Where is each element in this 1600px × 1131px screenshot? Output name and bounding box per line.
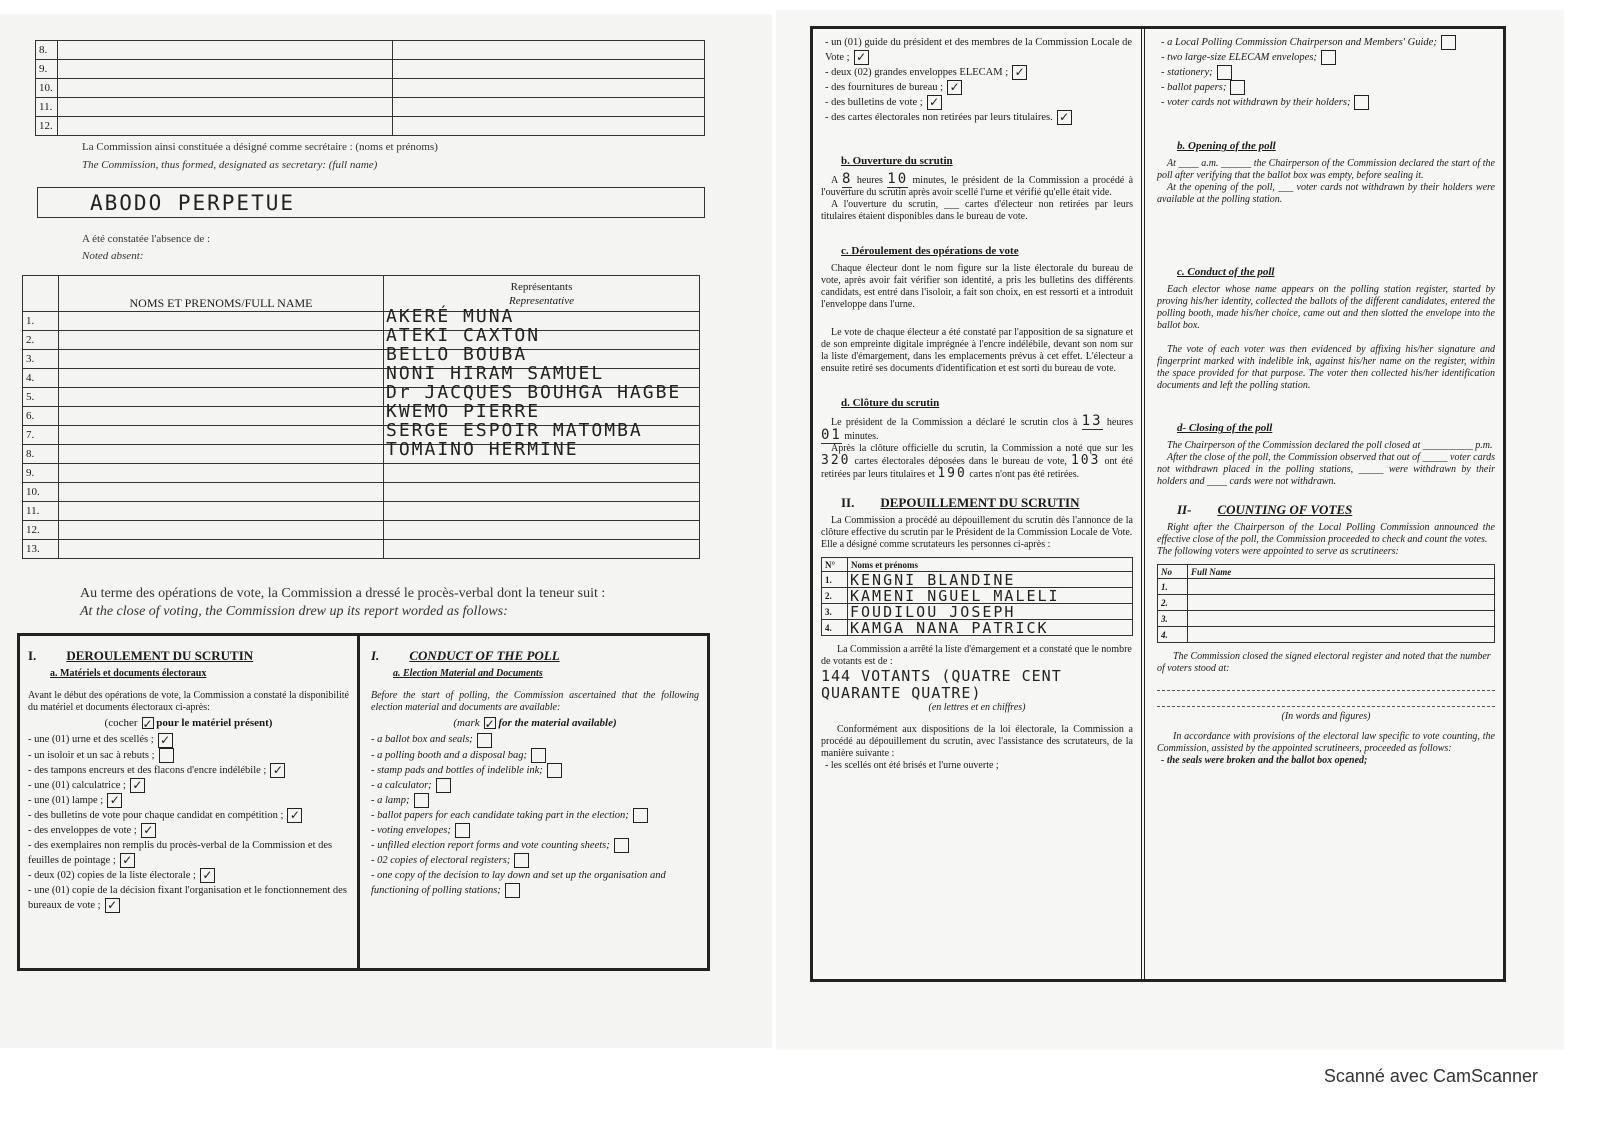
member-name <box>58 98 393 117</box>
representative-cell <box>384 540 700 559</box>
counting-p1-en: Right after the Chairperson of the Local Polling Commission announced the effective close of the poll, the Commission proceeded to check and count the votes. <box>1157 522 1495 546</box>
material-item <box>371 748 699 763</box>
row-number: 11. <box>23 502 59 521</box>
material-list-en <box>371 732 699 898</box>
voters-p-fr: La Commission a arrêté la liste d'émargement et a constaté que le nombre de votants est de : <box>821 644 1132 668</box>
members-row <box>36 117 705 136</box>
last-item-en: - the seals were broken and the ballot box opened; <box>1161 755 1368 767</box>
scrutineer-row <box>1158 611 1495 627</box>
scrutineer-row <box>822 572 1133 588</box>
opening-p1-fr <box>821 173 1133 199</box>
material-item <box>371 763 699 778</box>
absent-name <box>59 540 384 559</box>
scrutineer-name <box>1188 579 1495 595</box>
section-title: DEPOUILLEMENT DU SCRUTIN <box>880 495 1080 511</box>
report-fr <box>813 29 1145 979</box>
col-no: N° <box>822 558 848 572</box>
row-number: 13. <box>23 540 59 559</box>
checkbox-checked-icon[interactable]: ✓ <box>854 50 869 65</box>
material-item <box>825 65 1133 80</box>
representative-name: TOMAINO HERMINE <box>386 439 579 460</box>
closing-p1-en: The Chairperson of the Commission declared the poll closed at __________ p.m. <box>1167 440 1493 452</box>
material-item <box>371 793 699 808</box>
row-number: 3. <box>1158 611 1188 627</box>
conformity-p-fr: Conformément aux dispositions de la loi électorale, la Commission a procédé au dépouillement du scrutin, avec l'assistance des scrutateurs, de la manière suivante : <box>821 724 1133 760</box>
row-number: 12. <box>23 521 59 540</box>
row-number: 11. <box>36 98 58 117</box>
rep-label-en: Representative <box>509 294 574 307</box>
material-item <box>28 823 349 838</box>
material-label: - a calculator; <box>371 779 432 791</box>
mark-post: for the material available) <box>498 717 617 729</box>
checkbox-empty-icon[interactable] <box>436 778 451 793</box>
last-item-fr: - les scellés ont été brisés et l'urne ouverte ; <box>825 760 999 772</box>
checkbox-checked-icon[interactable]: ✓ <box>120 853 135 868</box>
absent-name <box>59 426 384 445</box>
material-item <box>825 95 1133 110</box>
scrutineer-row <box>1158 627 1495 643</box>
checkbox-empty-icon[interactable] <box>1441 35 1456 50</box>
member-role <box>393 60 705 79</box>
closing-p1-fr <box>821 415 1133 443</box>
closing-p2-fr <box>821 443 1133 481</box>
scrutineer-row <box>822 620 1133 636</box>
material-item <box>1161 50 1495 65</box>
text: A <box>831 175 838 187</box>
left-page <box>0 14 772 1048</box>
scrutineer-row <box>822 604 1133 620</box>
scrutineer-row <box>1158 579 1495 595</box>
material-label: - un isoloir et un sac à rebuts ; <box>28 749 155 761</box>
closing-text-fr: Au terme des opérations de vote, la Commission a dressé le procès-verbal dont la teneur suit : <box>80 586 606 601</box>
row-number: 3. <box>822 604 848 620</box>
section-number: I. <box>28 648 37 663</box>
counting-p2-en: The following voters were appointed to serve as scrutineers: <box>1157 546 1399 558</box>
material-item <box>28 778 349 793</box>
checkbox-empty-icon[interactable] <box>614 838 629 853</box>
absent-row <box>23 502 700 521</box>
opening-title-fr: b. Ouverture du scrutin <box>841 155 953 168</box>
row-number: 2. <box>23 331 59 350</box>
section-i-fr <box>28 648 349 664</box>
closing-p2-en: After the close of the poll, the Commission observed that out of _____ voter cards not withdrawn placed in the polling stations, _____ were withdrawn by their holders and ____ cards were not withdrawn. <box>1157 452 1495 488</box>
members-row <box>36 79 705 98</box>
material-label: - one copy of the decision to lay down and set up the organisation and functioning of polling stations; <box>371 870 666 897</box>
checkbox-empty-icon[interactable] <box>514 853 529 868</box>
material-item <box>1161 80 1495 95</box>
checkbox-checked-icon[interactable]: ✓ <box>200 868 215 883</box>
checkbox-checked-icon[interactable]: ✓ <box>107 793 122 808</box>
row-number: 2. <box>1158 595 1188 611</box>
scrutineer-name: KENGNI BLANDINE <box>848 572 1133 588</box>
representative-name: AKERÉ MUNA <box>386 306 515 327</box>
scanner-watermark: Scanné avec CamScanner <box>1323 1066 1538 1086</box>
material-label: - des tampons encreurs et des flacons d'encre indélébile ; <box>28 764 267 776</box>
material-label: - a polling booth and a disposal bag; <box>371 749 528 761</box>
counting-p1-fr: La Commission a procédé au dépouillement du scrutin dès l'annonce de la clôture effective du scrutin par le Président de la Commission Locale de Vote. <box>821 515 1133 539</box>
absent-name <box>59 464 384 483</box>
members-table <box>35 40 705 136</box>
material-list-fr <box>28 732 349 913</box>
absent-row <box>23 312 700 331</box>
opening-p1-en: At ____ a.m. ______ the Chairperson of the Commission declared the start of the poll after verifying that the ballot box was empty, before sealing it. <box>1157 158 1495 182</box>
col-name: Noms et prénoms <box>848 558 1133 572</box>
row-number: 3. <box>23 350 59 369</box>
material-label: - a ballot box and seals; <box>371 734 473 746</box>
row-number: 5. <box>23 388 59 407</box>
secretary-name: ABODO PERPETUE <box>90 191 296 215</box>
checkbox-empty-icon[interactable] <box>633 808 648 823</box>
opening-minutes: 10 <box>887 171 909 188</box>
checkbox-empty-icon[interactable] <box>1217 65 1232 80</box>
conduct-title-fr: c. Déroulement des opérations de vote <box>841 245 1019 258</box>
conduct-en <box>363 636 707 968</box>
member-name <box>58 60 393 79</box>
material-label: - des bulletins de vote ; <box>825 97 923 109</box>
material-item <box>28 793 349 808</box>
material-item <box>825 35 1133 65</box>
material-item <box>1161 65 1495 80</box>
voters-line <box>1157 691 1495 707</box>
material-label: - ballot papers for each candidate taking part in the election; <box>371 809 629 821</box>
checkbox-example-icon: ✓ <box>142 717 153 732</box>
row-number: 8. <box>36 41 58 60</box>
absent-name <box>59 331 384 350</box>
representative-cell <box>384 502 700 521</box>
opening-p2-en: At the opening of the poll, ___ voter cards not withdrawn by their holders were available at the polling station. <box>1157 182 1495 206</box>
row-number: 9. <box>36 60 58 79</box>
checkbox-empty-icon[interactable] <box>547 763 562 778</box>
row-number: 9. <box>23 464 59 483</box>
row-number: 10. <box>23 483 59 502</box>
mark-pre: (cocher <box>104 717 138 729</box>
material-label: - deux (02) copies de la liste électorale ; <box>28 870 196 882</box>
material-item <box>28 868 349 883</box>
scrutineers-table-en <box>1157 564 1495 643</box>
checkbox-checked-icon[interactable]: ✓ <box>141 823 156 838</box>
intro-fr: Avant le début des opérations de vote, la Commission a constaté la disponibilité du matériel et documents électoraux ci-après: <box>28 690 349 713</box>
row-number: 1. <box>23 312 59 331</box>
material-item <box>371 823 699 838</box>
checkbox-checked-icon[interactable]: ✓ <box>1012 65 1027 80</box>
material-label: - un (01) guide du président et des membres de la Commission Locale de Vote ; <box>825 37 1133 63</box>
conduct-p1-fr: Chaque électeur dont le nom figure sur la liste électorale du bureau de vote, après avoir fait vérifier son identité, a pris les bulletins des différents candidats, est entré dans l'isoloir, a fait son choix, en est ressorti et a introduit l'enveloppe dans l'urne. <box>821 263 1133 311</box>
cards-withdrawn: 103 <box>1070 453 1101 469</box>
section-title: CONDUCT OF THE POLL <box>409 648 560 663</box>
text: minutes. <box>844 431 879 443</box>
opening-title-en: b. Opening of the poll <box>1177 140 1276 153</box>
section-title: COUNTING OF VOTES <box>1217 502 1353 518</box>
secretary-label-en: The Commission, thus formed, designated as secretary: (full name) <box>82 159 378 171</box>
mark-pre: (mark <box>453 717 480 729</box>
representative-name: NONI HIRAM SAMUEL <box>386 363 605 384</box>
material-label: - des exemplaires non remplis du procès-verbal de la Commission et des feuilles de pointage ; <box>28 840 333 867</box>
material-label: - two large-size ELECAM envelopes; <box>1161 52 1317 64</box>
absent-col-name: NOMS ET PRENOMS/FULL NAME <box>59 276 384 312</box>
checkbox-example-icon: ✓ <box>484 717 495 732</box>
member-name <box>58 41 393 60</box>
material-label: - des bulletins de vote pour chaque candidat en compétition ; <box>28 809 284 821</box>
representative-cell <box>384 521 700 540</box>
material-list-en-cont <box>1161 35 1495 110</box>
conduct-fr <box>20 636 360 968</box>
scrutineers-table-fr <box>821 557 1133 636</box>
section-number: II- <box>1177 502 1192 518</box>
voters-hint-fr: (en lettres et en chiffres) <box>928 702 1026 714</box>
absent-row <box>23 445 700 464</box>
material-label: - une (01) lampe ; <box>28 794 104 806</box>
rep-label-fr: Représentants <box>510 280 573 293</box>
material-label: - stamp pads and bottles of indelible ink; <box>371 764 543 776</box>
closing-title-fr: d. Clôture du scrutin <box>841 397 940 410</box>
voters-hint-en: (In words and figures) <box>1281 711 1371 723</box>
scrutineer-name <box>1188 627 1495 643</box>
row-number: 6. <box>23 407 59 426</box>
conformity-p-en: In accordance with provisions of the electoral law specific to vote counting, the Commission, assisted by the appointed scrutineers, proceeded as follows: <box>1157 731 1495 755</box>
members-row <box>36 60 705 79</box>
absent-name <box>59 407 384 426</box>
text: cartes électorales déposées dans le bureau de vote, <box>854 456 1067 468</box>
material-label: - une (01) copie de la décision fixant l'organisation et le fonctionnement des bureaux de vote ; <box>28 885 347 912</box>
absent-name <box>59 350 384 369</box>
checkbox-checked-icon[interactable]: ✓ <box>158 733 173 748</box>
secretary-name-box <box>37 187 705 218</box>
material-label: - stationery; <box>1161 67 1213 79</box>
material-label: - voter cards not withdrawn by their holders; <box>1161 97 1351 109</box>
absent-row <box>23 426 700 445</box>
checkbox-empty-icon[interactable] <box>414 793 429 808</box>
cards-not-withdrawn: 190 <box>937 466 967 482</box>
voters-count: 144 VOTANTS (QUATRE CENT QUARANTE QUATRE) <box>821 667 1062 703</box>
checkbox-checked-icon[interactable]: ✓ <box>105 898 120 913</box>
text: heures <box>856 175 883 187</box>
text: cartes n'ont pas été retirées. <box>969 469 1080 481</box>
absent-label-fr: A été constatée l'absence de : <box>82 233 211 245</box>
text: Après la clôture officielle du scrutin, la Commission a noté que sur les <box>831 443 1133 455</box>
checkbox-checked-icon[interactable]: ✓ <box>270 763 285 778</box>
material-label: - 02 copies of electoral registers; <box>371 855 511 867</box>
absent-row <box>23 331 700 350</box>
closing-text-en: At the close of voting, the Commission drew up its report worded as follows: <box>80 604 508 619</box>
material-item <box>28 838 349 868</box>
material-item <box>28 748 349 763</box>
section-number: I. <box>371 648 380 663</box>
checkbox-checked-icon[interactable]: ✓ <box>1057 110 1072 125</box>
row-number: 1. <box>822 572 848 588</box>
absent-row <box>23 540 700 559</box>
opening-p2-fr: A l'ouverture du scrutin, ___ cartes d'électeur non retirées par leurs titulaires étaient disponibles dans le bureau de vote. <box>821 199 1133 223</box>
absent-name <box>59 312 384 331</box>
material-item <box>371 778 699 793</box>
material-item <box>371 853 699 868</box>
checkbox-checked-icon[interactable]: ✓ <box>947 80 962 95</box>
conduct-p2-fr: Le vote de chaque électeur a été constaté par l'apposition de sa signature et de son empreinte digitale imprégnée à l'encre indélébile, devant son nom sur la liste d'émargement, dans les emplacements prévus à cet effet. L'électeur a ensuite retiré ses documents d'identification et est sorti du bureau de vote. <box>821 327 1133 375</box>
material-item <box>825 80 1133 95</box>
absent-table <box>22 275 700 559</box>
conduct-p1-en: Each elector whose name appears on the polling station register, started by proving his/her identity, collected the ballots of the different candidates, entered the polling booth, made his/her choice, came out and then slotted the envelope into the ballot box. <box>1157 284 1495 332</box>
representative-cell <box>384 483 700 502</box>
scrutineer-row <box>1158 595 1495 611</box>
closing-hours: 13 <box>1081 413 1103 430</box>
checkbox-empty-icon[interactable] <box>1354 95 1369 110</box>
row-number: 10. <box>36 79 58 98</box>
scrutineer-row <box>822 588 1133 604</box>
material-label: - a Local Polling Commission Chairperson and Members' Guide; <box>1161 37 1437 48</box>
absent-row <box>23 483 700 502</box>
material-item <box>371 838 699 853</box>
checkbox-checked-icon[interactable]: ✓ <box>927 95 942 110</box>
report-en <box>1149 29 1503 979</box>
intro-en: Before the start of polling, the Commission ascertained that the following election material and documents are available: <box>371 690 699 713</box>
checkbox-checked-icon[interactable]: ✓ <box>287 808 302 823</box>
voters-p-en: The Commission closed the signed electoral register and noted that the number of voters stood at: <box>1157 651 1491 675</box>
absent-row <box>23 388 700 407</box>
absent-name <box>59 521 384 540</box>
text: minutes, le président de la Commission a procédé à l'ouverture du scrutin après avoir scellé l'urne et vérifié qu'elle était vide. <box>821 175 1134 199</box>
representative-name: BELLO BOUBA <box>386 344 528 365</box>
row-number: 12. <box>36 117 58 136</box>
material-list-fr-cont <box>825 35 1133 125</box>
row-number: 1. <box>1158 579 1188 595</box>
material-item <box>371 808 699 823</box>
member-role <box>393 98 705 117</box>
member-role <box>393 41 705 60</box>
material-label: - une (01) urne et des scellés ; <box>28 734 154 746</box>
col-name: Full Name <box>1188 565 1495 579</box>
material-label: - des cartes électorales non retirées par leurs titulaires. <box>825 112 1053 124</box>
representative-name: SERGE ESPOIR MATOMBA <box>386 420 643 441</box>
material-item <box>1161 95 1495 110</box>
absent-row <box>23 521 700 540</box>
checkbox-empty-icon[interactable] <box>1230 80 1245 95</box>
scrutineer-name <box>1188 595 1495 611</box>
scrutineer-name: KAMGA NANA PATRICK <box>848 620 1133 636</box>
opening-hours: 8 <box>842 171 853 188</box>
checkbox-checked-icon[interactable]: ✓ <box>130 778 145 793</box>
material-item <box>371 868 699 898</box>
material-label: - une (01) calculatrice ; <box>28 779 126 791</box>
material-item <box>28 808 349 823</box>
text: heures <box>1106 417 1133 429</box>
representative-name: Dr JACQUES BOUHGA HAGBE <box>386 382 682 403</box>
checkbox-empty-icon[interactable] <box>1321 50 1336 65</box>
conduct-p2-en: The vote of each voter was then evidenced by affixing his/her signature and fingerprint marked with indelible ink, against his/her name on the register, within the space provided for that purpose. The voter then collected his/her identification documents and left the polling station. <box>1157 344 1495 392</box>
checkbox-empty-icon[interactable] <box>455 823 470 838</box>
material-item <box>28 732 349 747</box>
material-item <box>371 732 699 747</box>
right-page <box>776 10 1564 1050</box>
section-number: II. <box>841 495 855 511</box>
absent-name <box>59 483 384 502</box>
material-item <box>28 883 349 913</box>
member-role <box>393 79 705 98</box>
material-label: - deux (02) grandes enveloppes ELECAM ; <box>825 67 1009 79</box>
material-item <box>28 763 349 778</box>
scrutineer-name <box>1188 611 1495 627</box>
conduct-box <box>17 633 710 971</box>
counting-p2-fr: Elle a désigné comme scrutateurs les personnes ci-après : <box>821 539 1051 551</box>
closing-title-en: d- Closing of the poll <box>1177 422 1273 435</box>
checkbox-empty-icon[interactable] <box>159 748 174 763</box>
material-label: - ballot papers; <box>1161 82 1227 94</box>
absent-row <box>23 464 700 483</box>
row-number: 2. <box>822 588 848 604</box>
material-label: - des enveloppes de vote ; <box>28 825 137 837</box>
absent-label-en: Noted absent: <box>82 250 144 262</box>
material-label: - unfilled election report forms and vote counting sheets; <box>371 840 610 852</box>
secretary-label-fr: La Commission ainsi constituée a désigné comme secrétaire : (noms et prénoms) <box>82 141 438 153</box>
material-label: - des fournitures de bureau ; <box>825 82 944 94</box>
absent-name <box>59 388 384 407</box>
representative-cell <box>384 439 700 464</box>
absent-col-no <box>23 276 59 312</box>
checkbox-empty-icon[interactable] <box>531 748 546 763</box>
material-label: - a lamp; <box>371 794 410 806</box>
members-row <box>36 98 705 117</box>
row-number: 4. <box>23 369 59 388</box>
member-name <box>58 79 393 98</box>
row-number: 8. <box>23 445 59 464</box>
text: Le président de la Commission a déclaré le scrutin clos à <box>831 417 1078 429</box>
text: ont été retirées par leurs titulaires et <box>821 456 1133 481</box>
row-number: 7. <box>23 426 59 445</box>
material-item <box>825 110 1133 125</box>
absent-name <box>59 445 384 464</box>
mark-post: pour le matériel présent) <box>156 717 273 729</box>
row-number: 4. <box>1158 627 1188 643</box>
col-no: No <box>1158 565 1188 579</box>
scrutineer-name: FOUDILOU JOSEPH <box>848 604 1133 620</box>
report-box <box>810 26 1506 982</box>
material-item <box>1161 35 1495 50</box>
checkbox-empty-icon[interactable] <box>505 883 520 898</box>
representative-name: KWEMO PIERRE <box>386 401 541 422</box>
absent-name <box>59 369 384 388</box>
member-role <box>393 117 705 136</box>
material-label: - voting envelopes; <box>371 825 451 837</box>
member-name <box>58 117 393 136</box>
checkbox-empty-icon[interactable] <box>477 733 492 748</box>
absent-name <box>59 502 384 521</box>
scrutineer-name: KAMENI NGUEL MALELI <box>848 588 1133 604</box>
subsection-a-en: a. Election Material and Documents <box>393 668 543 679</box>
representative-cell <box>384 464 700 483</box>
voters-line <box>1157 675 1495 691</box>
members-row <box>36 41 705 60</box>
row-number: 4. <box>822 620 848 636</box>
representative-name: ATEKI CAXTON <box>386 325 541 346</box>
section-title: DEROULEMENT DU SCRUTIN <box>66 648 254 663</box>
cards-deposited: 320 <box>821 453 851 469</box>
subsection-a-fr: a. Matériels et documents électoraux <box>50 668 207 679</box>
conduct-title-en: c. Conduct of the poll <box>1177 266 1275 279</box>
closing-minutes: 01 <box>821 427 842 444</box>
